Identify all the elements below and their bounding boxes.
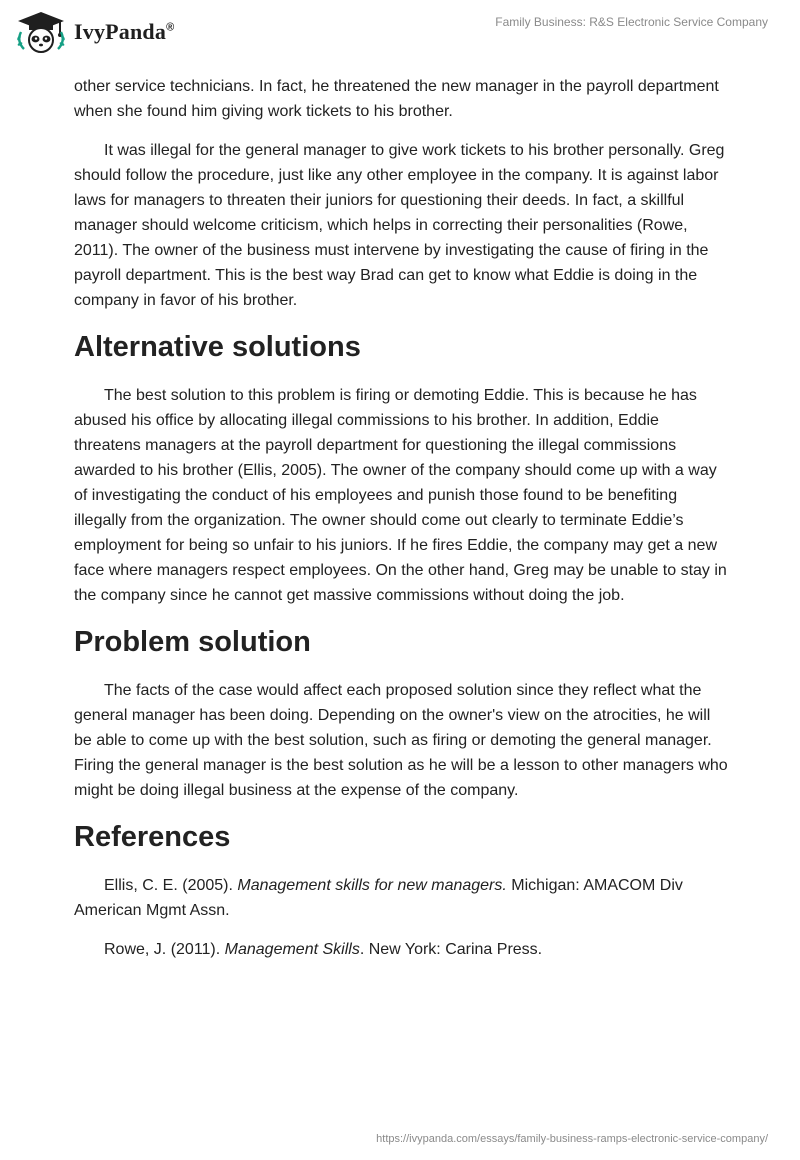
document-title: Family Business: R&S Electronic Service Company: [495, 15, 768, 29]
heading-problem-solution: Problem solution: [74, 626, 311, 658]
source-url[interactable]: https://ivypanda.com/essays/family-business-ramps-electronic-service-company/: [376, 1133, 768, 1145]
reference-ellis-title: Management skills for new managers.: [237, 877, 507, 894]
ivypanda-logo[interactable]: [14, 10, 174, 54]
heading-references: References: [74, 821, 231, 853]
reference-rowe-title: Management Skills: [224, 941, 360, 958]
paragraph-problem-solution: The facts of the case would affect each proposed solution since they reflect what the general manager has been doing. Depending on the owner's view on the atrocities, he will be able to come up with the best solution, such as firing or demoting the general manager. Firing the general manager is the best solution as he will be a lesson to other managers who might be doing illegal business at the expense of the company.: [74, 682, 728, 799]
paragraph-legality: It was illegal for the general manager to give work tickets to his brother personally. Greg should follow the procedure, just like any other employee in the company. It is against labor laws for managers to threaten their juniors for questioning their deeds. In fact, a skillful manager should welcome criticism, which helps in correcting their personalities (Rowe, 2011). The owner of the business must intervene by investigating the cause of firing in the payroll department. This is the best way Brad can get to know what Eddie is doing in the company in favor of his brother.: [74, 142, 725, 309]
logo-wordmark: IvyPanda®: [74, 19, 175, 44]
panda-graduate-icon: [14, 10, 68, 54]
page-header: [0, 0, 800, 72]
paragraph-alternative-solutions: The best solution to this problem is firing or demoting Eddie. This is because he has abused his office by allocating illegal commissions to his brother. In addition, Eddie threatens managers at the payroll department for questioning the illegal commissions awarded to his brother (Ellis, 2005). The owner of the company should come up with a way of investigating the conduct of his employees and punish those found to be benefiting illegally from the organization. The owner should come out clearly to terminate Eddie’s employment for being so unfair to his juniors. If he fires Eddie, the company may get a new face where managers respect employees. On the other hand, Greg may be unable to stay in the company since he cannot get massive commissions without doing the job.: [74, 387, 727, 604]
heading-alternative-solutions: Alternative solutions: [74, 331, 361, 363]
reference-ellis: Ellis, C. E. (2005). Management skills for new managers. Michigan: AMACOM Div American Mgmt Assn.: [74, 877, 683, 919]
registered-mark: ®: [166, 21, 175, 34]
essay-body: [74, 74, 728, 976]
paragraph-continuation: other service technicians. In fact, he threatened the new manager in the payroll department when she found him giving work tickets to his brother.: [74, 78, 719, 120]
reference-rowe: Rowe, J. (2011). Management Skills. New York: Carina Press.: [104, 941, 543, 958]
